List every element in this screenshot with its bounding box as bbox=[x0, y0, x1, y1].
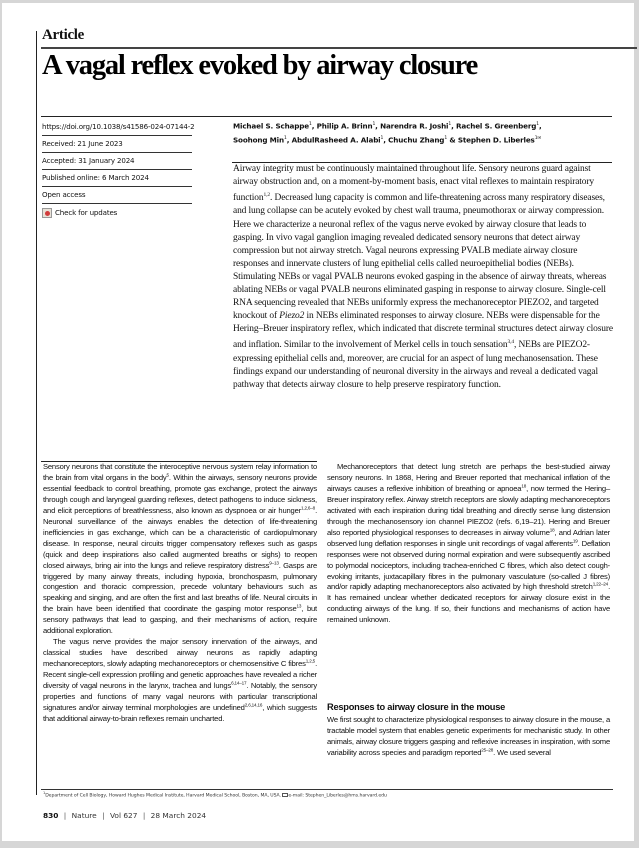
author-name[interactable]: Soohong Min bbox=[233, 135, 284, 145]
author-name[interactable]: Philip A. Brinn bbox=[316, 121, 373, 131]
check-updates-icon bbox=[42, 208, 52, 218]
citation-ref[interactable]: 2,6,14,16 bbox=[244, 702, 263, 708]
affiliation-marker: 1 bbox=[372, 122, 376, 127]
check-for-updates-button[interactable] bbox=[42, 204, 192, 221]
citation-ref[interactable]: 1,2,5 bbox=[305, 658, 316, 664]
authors-top-rule bbox=[232, 116, 612, 117]
body-column-left bbox=[43, 462, 317, 725]
affiliation-marker: 1 bbox=[380, 135, 384, 141]
article-title: A vagal reflex evoked by airway closure bbox=[42, 50, 478, 81]
section-heading: Responses to airway closure in the mouse bbox=[327, 702, 506, 712]
affiliation-text: Department of Cell Biology, Howard Hughes Medical Institute, Harvard Medical School, Boston, MA, USA. bbox=[45, 793, 283, 799]
volume: Vol 627 bbox=[109, 811, 138, 820]
affiliation-marker: 1 bbox=[308, 122, 312, 127]
citation-ref[interactable]: 1,2,6–8 bbox=[300, 505, 316, 511]
separator: | bbox=[63, 811, 67, 820]
corresponding-author-marker: 1✉ bbox=[534, 135, 542, 141]
author-name[interactable]: AbdulRasheed A. Alabi bbox=[291, 135, 381, 145]
citation-ref[interactable]: 18 bbox=[521, 483, 527, 489]
body-paragraph: The vagus nerve provides the major sensory innervation of the airways, and classical studies have described airway neurons as rapidly adapting mechanoreceptors, slowly adapting mechanoreceptors or chemosensitive C fibres$^{1,2,5}$. Recent single-cell expression profiling and genetic approaches have revealed a richer diversity of vagal neurons in the larynx, trachea and lungs$^{6,14-17}$. Notably, the sensory properties and functions of many vagal neurons with particular transcriptional signatures and/or airway terminal morphologies are undefined$^{2,6,14,16}$, which suggests that additional airway-to-brain reflexes remain uncharted. bbox=[43, 637, 318, 723]
citation-ref[interactable]: 5 bbox=[166, 472, 169, 478]
affiliation-marker: 1 bbox=[283, 135, 287, 141]
page-footer bbox=[43, 811, 206, 820]
title-rule bbox=[41, 47, 637, 49]
author-name[interactable]: Michael S. Schappe bbox=[233, 121, 309, 131]
author-name[interactable]: Narendra R. Joshi bbox=[380, 121, 449, 131]
citation-ref[interactable]: 3,4 bbox=[507, 339, 514, 346]
body-column-right-section bbox=[327, 715, 610, 759]
open-access-label: Open access bbox=[42, 187, 192, 204]
abstract-text: , NEBs are PIEZO2-expressing epithelial cells and, moreover, are crucial for an aspect of lung mechanosensation. These findings expand our understanding of neuronal diversity in the airways and reveal a dedicated vagal pathway that detects airway closure to help preserve respiratory function. bbox=[233, 340, 598, 390]
affiliation-marker: 1 bbox=[43, 791, 46, 795]
affiliation-marker: 1 bbox=[444, 135, 448, 141]
check-updates-label: Check for updates bbox=[55, 207, 118, 217]
citation-ref[interactable]: 18 bbox=[549, 527, 555, 533]
author-list: Michael S. Schappe$^1$, Philip A. Brinn$^1$, Narendra R. Joshi$^1$, Rachel S. Greenberg$^1$, Soohong Min$^1$, AbdulRasheed A. Alabi$^1$, Chuchu Zhang$^1$ & Stephen D. Liberles$^{1✉}$ bbox=[233, 121, 542, 145]
citation-ref[interactable]: 13 bbox=[296, 603, 302, 609]
doi-link[interactable]: https://doi.org/10.1038/s41586-024-07144-2 bbox=[42, 119, 192, 136]
citation-ref[interactable]: 19 bbox=[572, 538, 578, 544]
issue-date: 28 March 2024 bbox=[150, 811, 207, 820]
journal-name: Nature bbox=[71, 811, 97, 820]
citation-ref[interactable]: 9–13 bbox=[269, 560, 279, 566]
citation-ref[interactable]: 1,22–24 bbox=[592, 581, 609, 587]
citation-ref[interactable]: 1,2 bbox=[263, 192, 271, 199]
citation-ref[interactable]: 6,14–17 bbox=[231, 680, 247, 686]
abstract bbox=[233, 163, 615, 392]
abstract-text: in NEBs eliminated responses to airway closure. NEBs were dispensable for the Hering–Breuer inspiratory reflex, which indicated that discrete terminal structures detect airway closure and inflation. Similar to the involvement of Merkel cells in touch sensation bbox=[233, 311, 613, 351]
separator: | bbox=[142, 811, 146, 820]
accepted-date: Accepted: 31 January 2024 bbox=[42, 153, 192, 170]
footnote-rule bbox=[41, 789, 613, 790]
article-meta bbox=[42, 119, 195, 221]
affiliation-footnote bbox=[43, 791, 387, 799]
body-paragraph: Mechanoreceptors that detect lung stretch are perhaps the best-studied airway sensory neurons. In 1868, Hering and Breuer reported that mechanical inflation of the airways causes a reflexive inhibition of breathing or apnoea$^{18}$, now termed the Hering–Breuer inspiratory reflex. Airway stretch receptors are slowly adapting mechanoreceptors activated with each inspiration during tidal breathing and directly sense lung distension through the mechanosensory ion channel PIEZO2 (refs. 6,19–21). Hering and Breuer also reported physiological responses to decreases in airway volume$^{18}$, and Adrian later observed lung deflation responses in single unit recordings of vagal afferents$^{19}$. Deflation responses were not observed during normal expiration and were subsequently ascribed to polymodal nociceptors, including trachea-enriched C fibres, which also detect cough-evoking irritants, juxtacapillary fibres in the pulmonary vasculature (so-called J fibres) and/or rapidly adapting mechanoreceptors also activated by high threshold stretch$^{1,22-24}$. It has remained unclear whether dedicated receptors for airway closure exist in the conducting airways of the lung. If so, their functions and mechanisms of action have remained unknown. bbox=[327, 462, 610, 625]
abstract-text: Airway integrity must be continuously maintained throughout life. Sensory neurons guard against airway obstruction and, on a moment-by-moment basis, enact vital reflexes to maintain respiratory function bbox=[233, 164, 595, 204]
article-type-label: Article bbox=[42, 27, 85, 43]
author-name[interactable]: Rachel S. Greenberg bbox=[456, 121, 537, 131]
body-paragraph: Sensory neurons that constitute the interoceptive nervous system relay information to the brain from vital organs in the body$^5$. Within the airways, sensory neurons provide essential feedback to control breathing, promote gas exchange, protect the airways through cough and laryngeal guarding reflexes, detect pathogens to induce sickness, and elicit perceptions of breathlessness, also known as dyspnoea or air hunger$^{1,2,6-8}$. Neuronal surveillance of the airways enables the detection of life-threatening inefficiencies in gas exchange, which can be a characteristic of cardiopulmonary disease. In response, neural circuits trigger compensatory reflexes such as gasps (quick and deep inspirations also called augmented breaths or sighs) to reopen closed airways, bring air into the lungs and relieve respiratory distress$^{9-13}$. Gasps are triggered by many airway threats, including hypoxia, bronchospasm, pulmonary congestion and thoracic compression, precede voluntary behaviours such as speaking and singing, and are often the first and last breaths of life. Neural circuits in the brain have been identified that coordinate the gasping motor response$^{13}$, but sensory pathways that lead to gasping, and their mechanisms of action, require additional exploration. bbox=[43, 462, 317, 636]
body-column-right bbox=[327, 462, 610, 626]
author-name[interactable]: Chuchu Zhang bbox=[388, 135, 445, 145]
received-date: Received: 21 June 2023 bbox=[42, 136, 192, 153]
abstract-text: . Decreased lung capacity is common and life-threatening across many respiratory diseases, and lung collapse can be acutely evoked by chest wall trauma, pneumothorax or airway compression. Here we characterize a neuronal reflex of the vagus nerve evoked by airway closure that leads to gasping. In vivo vagal ganglion imaging revealed dedicated sensory neurons that detect airway compression but not airway stretch. Vagal neurons expressing PVALB mediate airway closure responses and innervate clusters of lung epithelial cells called neuroepithelial bodies (NEBs). Stimulating NEBs or vagal PVALB neurons evoked gasping in the absence of airway threats, whereas ablating NEBs or vagal PVALB neurons eliminated gasping in response to airway closure. Single-cell RNA sequencing revealed that NEBs uniformly express the mechanoreceptor PIEZO2, and targeted knockout of bbox=[233, 193, 607, 322]
separator: | bbox=[102, 811, 105, 820]
page-number: 830 bbox=[43, 811, 59, 820]
left-margin-rule bbox=[36, 31, 37, 795]
affiliation-marker: 1 bbox=[448, 122, 452, 127]
published-date: Published online: 6 March 2024 bbox=[42, 170, 192, 187]
citation-ref[interactable]: 25–28 bbox=[481, 747, 494, 753]
author-name[interactable]: Stephen D. Liberles bbox=[457, 135, 535, 145]
affiliation-marker: 1 bbox=[536, 122, 539, 127]
gene-name: Piezo2 bbox=[279, 311, 305, 322]
body-paragraph: We first sought to characterize physiological responses to airway closure in the mouse, a tractable model system that enables genetic experiments for mechanistic study. In other animals, airway closure triggers gasping and reflexive increases in inspiration, with some variability across species and paradigm reported$^{25-28}$. We used several bbox=[327, 715, 610, 757]
email-link[interactable]: e-mail: Stephen_Liberles@hms.harvard.edu bbox=[288, 793, 387, 799]
